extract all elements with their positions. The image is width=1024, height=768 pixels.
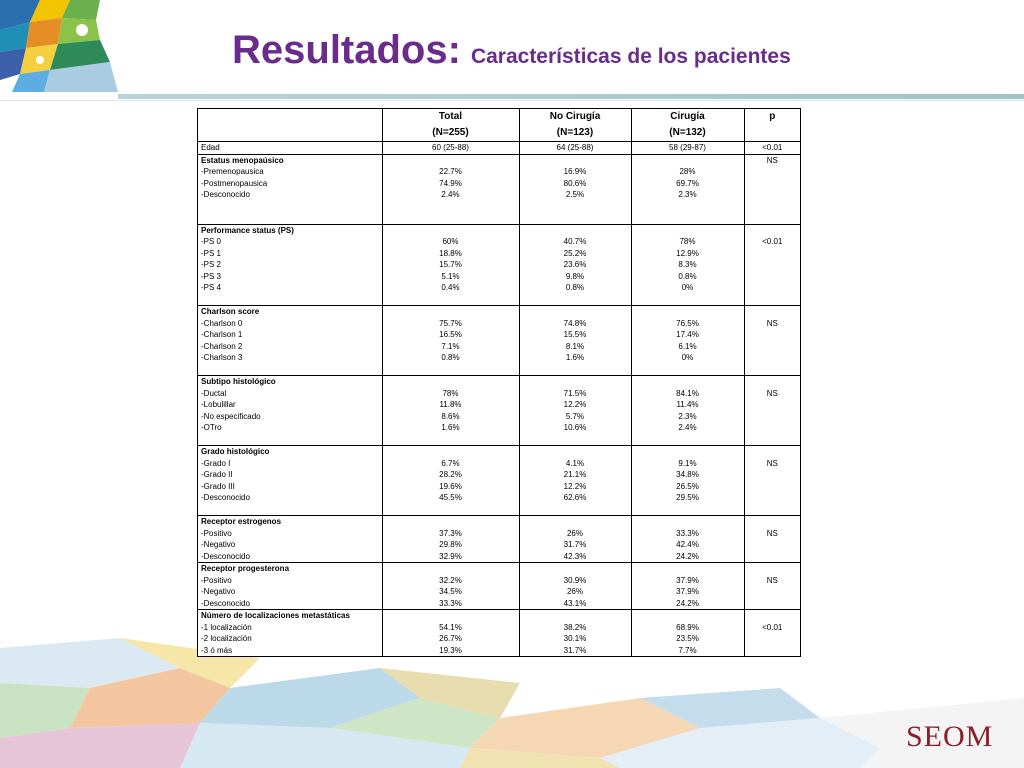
cell-p xyxy=(744,271,800,283)
header-total: Total xyxy=(382,109,519,124)
cell-no-cirugia: 9.8% xyxy=(519,271,631,283)
cell-no-cirugia: 12.2% xyxy=(519,399,631,411)
cell-empty xyxy=(519,563,631,575)
row-label: -PS 2 xyxy=(201,260,222,269)
cell-no-cirugia: 25.2% xyxy=(519,248,631,260)
cell-total: 19.3% xyxy=(382,645,519,657)
row-label: -Positivo xyxy=(201,575,232,585)
cell-total: 60% xyxy=(382,236,519,248)
cell-p xyxy=(744,422,800,434)
cell-empty xyxy=(631,504,744,516)
cell-empty xyxy=(744,212,800,224)
cell-cirugia: 9.1% xyxy=(631,458,744,470)
cell-p xyxy=(744,469,800,481)
row-label: -Charlson 3 xyxy=(201,353,243,362)
section-title-row xyxy=(198,154,800,166)
cell-empty xyxy=(519,516,631,528)
cell-no-cirugia: 4.1% xyxy=(519,458,631,470)
cell-empty xyxy=(382,434,519,446)
cell-total: 5.1% xyxy=(382,271,519,283)
row-label: -PS 4 xyxy=(201,283,222,292)
cell-cirugia: 24.2% xyxy=(631,598,744,610)
row-label: Edad xyxy=(198,142,382,155)
cell-empty xyxy=(519,224,631,236)
spacer-row xyxy=(198,201,800,213)
header-no-cirugia: No Cirugía xyxy=(519,109,631,124)
cell-no-cirugia: 43.1% xyxy=(519,598,631,610)
table-row xyxy=(198,248,800,260)
cell-empty xyxy=(382,212,519,224)
cell-cirugia: 2.3% xyxy=(631,411,744,423)
cell-empty xyxy=(382,201,519,213)
cell-cirugia: 28% xyxy=(631,166,744,178)
cell-p xyxy=(744,178,800,190)
cell-cirugia: 6.1% xyxy=(631,341,744,353)
title-rule-thin xyxy=(0,100,1024,101)
cell-cirugia: 0% xyxy=(631,282,744,294)
cell-empty xyxy=(382,306,519,318)
cell-no-cirugia: 23.6% xyxy=(519,259,631,271)
cell-no-cirugia: 10.6% xyxy=(519,422,631,434)
cell-p xyxy=(744,645,800,657)
cell-empty xyxy=(382,563,519,575)
cell-cirugia: 2.3% xyxy=(631,189,744,201)
table-row xyxy=(198,458,800,470)
cell-empty xyxy=(631,201,744,213)
cell-no-cirugia: 5.7% xyxy=(519,411,631,423)
section-title: Receptor estrogenos xyxy=(198,516,382,528)
cell-empty xyxy=(519,446,631,458)
cell-p xyxy=(744,539,800,551)
cell-total: 7.1% xyxy=(382,341,519,353)
cell-total: 32.2% xyxy=(382,575,519,587)
cell-empty xyxy=(631,224,744,236)
table-row xyxy=(198,575,800,587)
table-row xyxy=(198,645,800,657)
cell-total: 45.5% xyxy=(382,492,519,504)
row-label: -3 ó más xyxy=(201,645,233,655)
cell-no-cirugia: 42.3% xyxy=(519,551,631,563)
cell-p: <0.01 xyxy=(744,236,800,248)
cell-no-cirugia: 30.1% xyxy=(519,633,631,645)
cell-p: NS xyxy=(744,154,800,166)
cell-empty xyxy=(382,364,519,376)
row-label: -1 localización xyxy=(201,622,252,632)
table-row xyxy=(198,469,800,481)
spacer-row xyxy=(198,294,800,306)
cell-p: <0.01 xyxy=(744,142,800,155)
cell-cirugia: 68.9% xyxy=(631,622,744,634)
cell-total: 8.6% xyxy=(382,411,519,423)
cell-no-cirugia: 74.8% xyxy=(519,318,631,330)
cell-total: 11.8% xyxy=(382,399,519,411)
cell-total: 22.7% xyxy=(382,166,519,178)
cell-no-cirugia: 40.7% xyxy=(519,236,631,248)
cell-p: NS xyxy=(744,458,800,470)
cell-empty xyxy=(382,294,519,306)
cell-cirugia: 8.3% xyxy=(631,259,744,271)
cell-empty xyxy=(631,434,744,446)
table-row xyxy=(198,271,800,283)
header-empty xyxy=(744,124,800,142)
cell-no-cirugia: 15.5% xyxy=(519,329,631,341)
cell-no-cirugia: 62.6% xyxy=(519,492,631,504)
row-label: -Grado I xyxy=(201,458,231,468)
row-label: -Desconocido xyxy=(201,190,250,199)
cell-no-cirugia: 31.7% xyxy=(519,539,631,551)
cell-no-cirugia: 1.6% xyxy=(519,352,631,364)
cell-empty xyxy=(382,224,519,236)
seom-logo: SEOM xyxy=(906,720,994,753)
cell-total: 34.5% xyxy=(382,586,519,598)
cell-p xyxy=(744,411,800,423)
header-p: p xyxy=(744,109,800,124)
cell-p xyxy=(744,352,800,364)
cell-cirugia: 0% xyxy=(631,352,744,364)
row-label: -Negativo xyxy=(201,587,236,596)
row-label: -Ductal xyxy=(201,388,227,398)
cell-no-cirugia: 26% xyxy=(519,528,631,540)
cell-p xyxy=(744,282,800,294)
section-title: Número de localizaciones metastáticas xyxy=(198,610,382,622)
table-row xyxy=(198,586,800,598)
cell-empty xyxy=(198,201,382,213)
cell-p xyxy=(744,166,800,178)
cell-total: 78% xyxy=(382,388,519,400)
cell-empty xyxy=(198,294,382,306)
cell-total: 37.3% xyxy=(382,528,519,540)
row-label: -Grado III xyxy=(201,481,235,491)
spacer-row xyxy=(198,212,800,224)
table-row xyxy=(198,422,800,434)
cell-cirugia: 69.7% xyxy=(631,178,744,190)
row-label: -Postmenopausica xyxy=(201,178,268,188)
cell-no-cirugia: 0.8% xyxy=(519,282,631,294)
section-title: Grado histológico xyxy=(198,446,382,458)
cell-no-cirugia: 26% xyxy=(519,586,631,598)
table-row xyxy=(198,622,800,634)
cell-p xyxy=(744,586,800,598)
section-title: Estatus menopaúsico xyxy=(201,155,284,165)
cell-p: NS xyxy=(744,528,800,540)
cell-cirugia: 7.7% xyxy=(631,645,744,657)
cell-p xyxy=(744,551,800,563)
cell-no-cirugia: 64 (25-88) xyxy=(519,142,631,155)
header-total-n: (N=255) xyxy=(382,124,519,142)
cell-cirugia: 76.5% xyxy=(631,318,744,330)
cell-empty xyxy=(382,446,519,458)
cell-total: 54.1% xyxy=(382,622,519,634)
table-row xyxy=(198,189,800,201)
cell-no-cirugia: 12.2% xyxy=(519,481,631,493)
table-row xyxy=(198,166,800,178)
table-row xyxy=(198,318,800,330)
cell-cirugia: 33.3% xyxy=(631,528,744,540)
cell-total: 60 (25-88) xyxy=(382,142,519,155)
table-row xyxy=(198,178,800,190)
cell-total: 16.5% xyxy=(382,329,519,341)
cell-empty xyxy=(519,364,631,376)
cell-total: 74.9% xyxy=(382,178,519,190)
cell-empty xyxy=(744,201,800,213)
cell-cirugia: 11.4% xyxy=(631,399,744,411)
cell-cirugia: 23.5% xyxy=(631,633,744,645)
spacer-row xyxy=(198,434,800,446)
table-row xyxy=(198,411,800,423)
row-label: -Positivo xyxy=(201,528,232,538)
row-label: -Grado II xyxy=(201,470,233,479)
section-title-row xyxy=(198,610,800,622)
table-row xyxy=(198,388,800,400)
section-title-row xyxy=(198,376,800,388)
cell-empty xyxy=(744,294,800,306)
cell-no-cirugia: 21.1% xyxy=(519,469,631,481)
table-row xyxy=(198,341,800,353)
cell-empty xyxy=(382,504,519,516)
title-rule xyxy=(118,94,1024,99)
cell-cirugia: 26.5% xyxy=(631,481,744,493)
cell-total: 28.2% xyxy=(382,469,519,481)
cell-p xyxy=(744,481,800,493)
cell-p xyxy=(744,259,800,271)
cell-cirugia: 34.8% xyxy=(631,469,744,481)
cell-p xyxy=(744,341,800,353)
cell-p xyxy=(744,399,800,411)
slide-title-sub: Características de los pacientes xyxy=(470,45,791,68)
cell-empty xyxy=(744,504,800,516)
cell-empty xyxy=(631,376,744,388)
cell-empty xyxy=(519,306,631,318)
cell-empty xyxy=(631,212,744,224)
cell-total: 19.6% xyxy=(382,481,519,493)
cell-empty xyxy=(382,154,519,166)
table-row xyxy=(198,282,800,294)
cell-cirugia: 37.9% xyxy=(631,586,744,598)
cell-cirugia: 78% xyxy=(631,236,744,248)
cell-p xyxy=(744,598,800,610)
cell-empty xyxy=(382,610,519,622)
table-header-row xyxy=(198,109,800,124)
table-row xyxy=(198,633,800,645)
table-row xyxy=(198,259,800,271)
cell-p xyxy=(744,610,800,622)
cell-cirugia: 42.4% xyxy=(631,539,744,551)
table-row xyxy=(198,481,800,493)
cell-empty xyxy=(519,154,631,166)
cell-total: 33.3% xyxy=(382,598,519,610)
spacer-row xyxy=(198,364,800,376)
mosaic-decoration-top xyxy=(0,0,118,92)
cell-p xyxy=(744,446,800,458)
header-empty xyxy=(198,124,382,142)
spacer-row xyxy=(198,504,800,516)
section-title-row xyxy=(198,306,800,318)
row-label: -Charlson 2 xyxy=(201,341,243,351)
section-title-row xyxy=(198,563,800,575)
section-title-row xyxy=(198,224,800,236)
row-label: -OTro xyxy=(201,423,222,432)
patient-characteristics-table xyxy=(197,108,801,657)
cell-total: 26.7% xyxy=(382,633,519,645)
cell-no-cirugia: 38.2% xyxy=(519,622,631,634)
cell-total: 6.7% xyxy=(382,458,519,470)
cell-p: <0.01 xyxy=(744,622,800,634)
cell-empty xyxy=(519,434,631,446)
header-cirugia: Cirugía xyxy=(631,109,744,124)
cell-p: NS xyxy=(744,388,800,400)
section-title: Subtipo histológico xyxy=(198,376,382,388)
cell-empty xyxy=(631,306,744,318)
cell-empty xyxy=(198,212,382,224)
cell-cirugia: 58 (29-87) xyxy=(631,142,744,155)
row-label: -2 localización xyxy=(201,634,252,643)
cell-total: 32.9% xyxy=(382,551,519,563)
table-row xyxy=(198,329,800,341)
slide-title-main: Resultados: xyxy=(232,28,461,72)
cell-cirugia: 17.4% xyxy=(631,329,744,341)
cell-p xyxy=(744,224,800,236)
cell-no-cirugia: 30.9% xyxy=(519,575,631,587)
cell-empty xyxy=(382,516,519,528)
cell-p xyxy=(744,376,800,388)
cell-empty xyxy=(519,212,631,224)
cell-empty xyxy=(382,376,519,388)
cell-no-cirugia: 71.5% xyxy=(519,388,631,400)
cell-empty xyxy=(631,563,744,575)
cell-cirugia: 0.8% xyxy=(631,271,744,283)
cell-p xyxy=(744,329,800,341)
cell-p xyxy=(744,248,800,260)
table-row xyxy=(198,598,800,610)
table-header-n-row xyxy=(198,124,800,142)
header-empty xyxy=(198,109,382,124)
cell-p xyxy=(744,633,800,645)
table-row xyxy=(198,492,800,504)
table-row-edad xyxy=(198,142,800,155)
row-label: -PS 0 xyxy=(201,237,222,246)
cell-empty xyxy=(631,516,744,528)
row-label: -PS 3 xyxy=(201,271,222,281)
row-label: -Desconocido xyxy=(201,551,250,561)
table-row xyxy=(198,352,800,364)
cell-no-cirugia: 2.5% xyxy=(519,189,631,201)
cell-total: 15.7% xyxy=(382,259,519,271)
section-title: Performance status (PS) xyxy=(198,224,382,236)
cell-cirugia: 84.1% xyxy=(631,388,744,400)
cell-p: NS xyxy=(744,575,800,587)
section-title-row xyxy=(198,446,800,458)
cell-p xyxy=(744,516,800,528)
row-label: -Charlson 0 xyxy=(201,318,243,328)
table-row xyxy=(198,528,800,540)
section-title-row xyxy=(198,516,800,528)
cell-total: 0.8% xyxy=(382,352,519,364)
header-cirugia-n: (N=132) xyxy=(631,124,744,142)
cell-no-cirugia: 31.7% xyxy=(519,645,631,657)
cell-total: 1.6% xyxy=(382,422,519,434)
header-no-cirugia-n: (N=123) xyxy=(519,124,631,142)
cell-empty xyxy=(631,364,744,376)
row-label: -No especificado xyxy=(201,411,261,421)
cell-empty xyxy=(198,434,382,446)
cell-p xyxy=(744,189,800,201)
table-row xyxy=(198,539,800,551)
cell-total: 0.4% xyxy=(382,282,519,294)
cell-cirugia: 2.4% xyxy=(631,422,744,434)
cell-empty xyxy=(198,504,382,516)
cell-cirugia: 29.5% xyxy=(631,492,744,504)
cell-no-cirugia: 8.1% xyxy=(519,341,631,353)
cell-empty xyxy=(519,610,631,622)
section-title: Receptor progesterona xyxy=(198,563,382,575)
slide-title xyxy=(232,28,791,73)
cell-cirugia: 24.2% xyxy=(631,551,744,563)
cell-empty xyxy=(519,504,631,516)
cell-empty xyxy=(198,364,382,376)
cell-no-cirugia: 80.6% xyxy=(519,178,631,190)
cell-cirugia: 37.9% xyxy=(631,575,744,587)
cell-empty xyxy=(631,446,744,458)
row-label: -Desconocido xyxy=(201,598,250,608)
cell-p xyxy=(744,492,800,504)
cell-p: NS xyxy=(744,318,800,330)
cell-total: 2.4% xyxy=(382,189,519,201)
row-label: -Negativo xyxy=(201,540,236,549)
row-label: -Lobulillar xyxy=(201,400,236,409)
table-row xyxy=(198,551,800,563)
cell-empty xyxy=(519,376,631,388)
cell-no-cirugia: 16.9% xyxy=(519,166,631,178)
row-label: -PS 1 xyxy=(201,248,222,258)
cell-empty xyxy=(631,610,744,622)
row-label: -Premenopausica xyxy=(201,167,264,176)
section-title: Charlson score xyxy=(198,306,382,318)
cell-total: 18.8% xyxy=(382,248,519,260)
cell-empty xyxy=(744,364,800,376)
cell-empty xyxy=(631,154,744,166)
cell-p xyxy=(744,306,800,318)
cell-empty xyxy=(744,434,800,446)
cell-total: 75.7% xyxy=(382,318,519,330)
cell-p xyxy=(744,563,800,575)
cell-cirugia: 12.9% xyxy=(631,248,744,260)
table-row xyxy=(198,399,800,411)
cell-empty xyxy=(519,294,631,306)
row-label: -Desconocido xyxy=(201,493,250,502)
cell-empty xyxy=(631,294,744,306)
cell-total: 29.8% xyxy=(382,539,519,551)
cell-empty xyxy=(519,201,631,213)
row-label: -Charlson 1 xyxy=(201,330,243,339)
table-row xyxy=(198,236,800,248)
